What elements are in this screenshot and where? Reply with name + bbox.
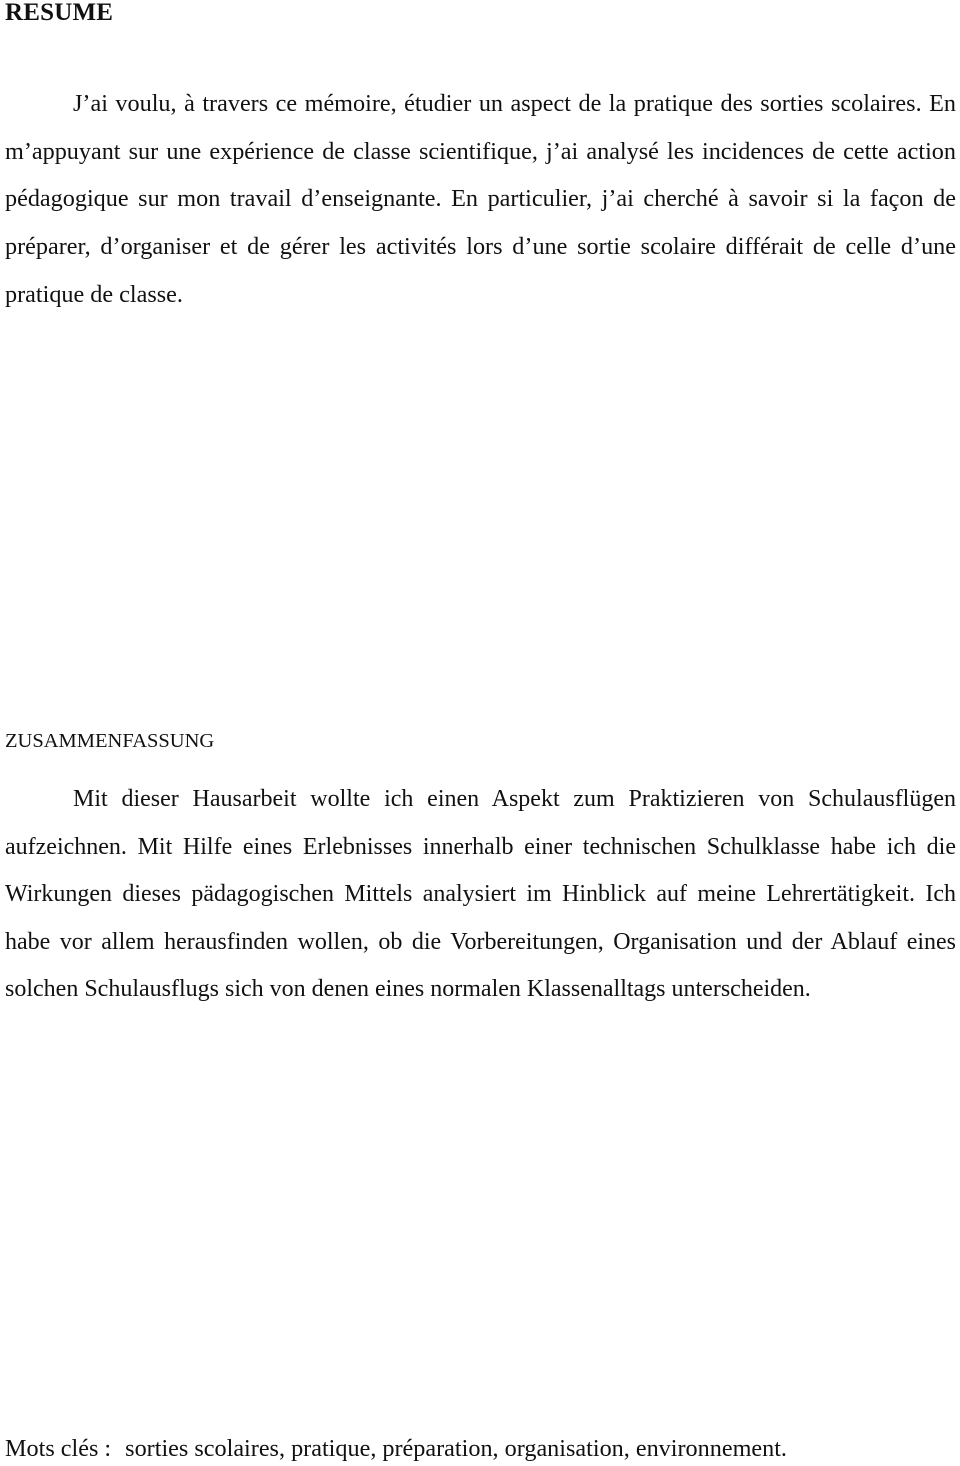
resume-paragraph: J’ai voulu, à travers ce mémoire, étudier un aspect de la pratique des sorties scolaires. En m’appuyant sur une expérience de classe scientifique, j’ai analysé les incidences de cette action pédagogique sur mon travail d’enseignante. En particulier, j’ai cherché à savoir si la façon de préparer, d’organiser et de gérer les activités lors d’une sortie scolaire différait de celle d’une pratique de classe. bbox=[5, 90, 956, 308]
keywords-label: Mots clés : bbox=[5, 1435, 112, 1462]
keywords-value: sorties scolaires, pratique, préparation, organisation, environnement. bbox=[125, 1435, 787, 1462]
zusammenfassung-paragraph: Mit dieser Hausarbeit wollte ich einen Aspekt zum Praktizieren von Schulausflügen aufzeichnen. Mit Hilfe eines Erlebnisses innerhalb einer technischen Schulklasse habe ich die Wirkungen dieses pädagogischen Mittels analysiert im Hinblick auf meine Lehrertätigkeit. Ich habe vor allem herausfinden wollen, ob die Vorbereitungen, Organisation und der Ablauf eines solchen Schulausflugs sich von denen eines normalen Klassenalltags unterscheiden. bbox=[5, 786, 956, 1002]
keywords-line bbox=[5, 1433, 787, 1465]
resume-title: RESUME bbox=[5, 0, 114, 26]
zusammenfassung-title: ZUSAMMENFASSUNG bbox=[5, 730, 215, 752]
